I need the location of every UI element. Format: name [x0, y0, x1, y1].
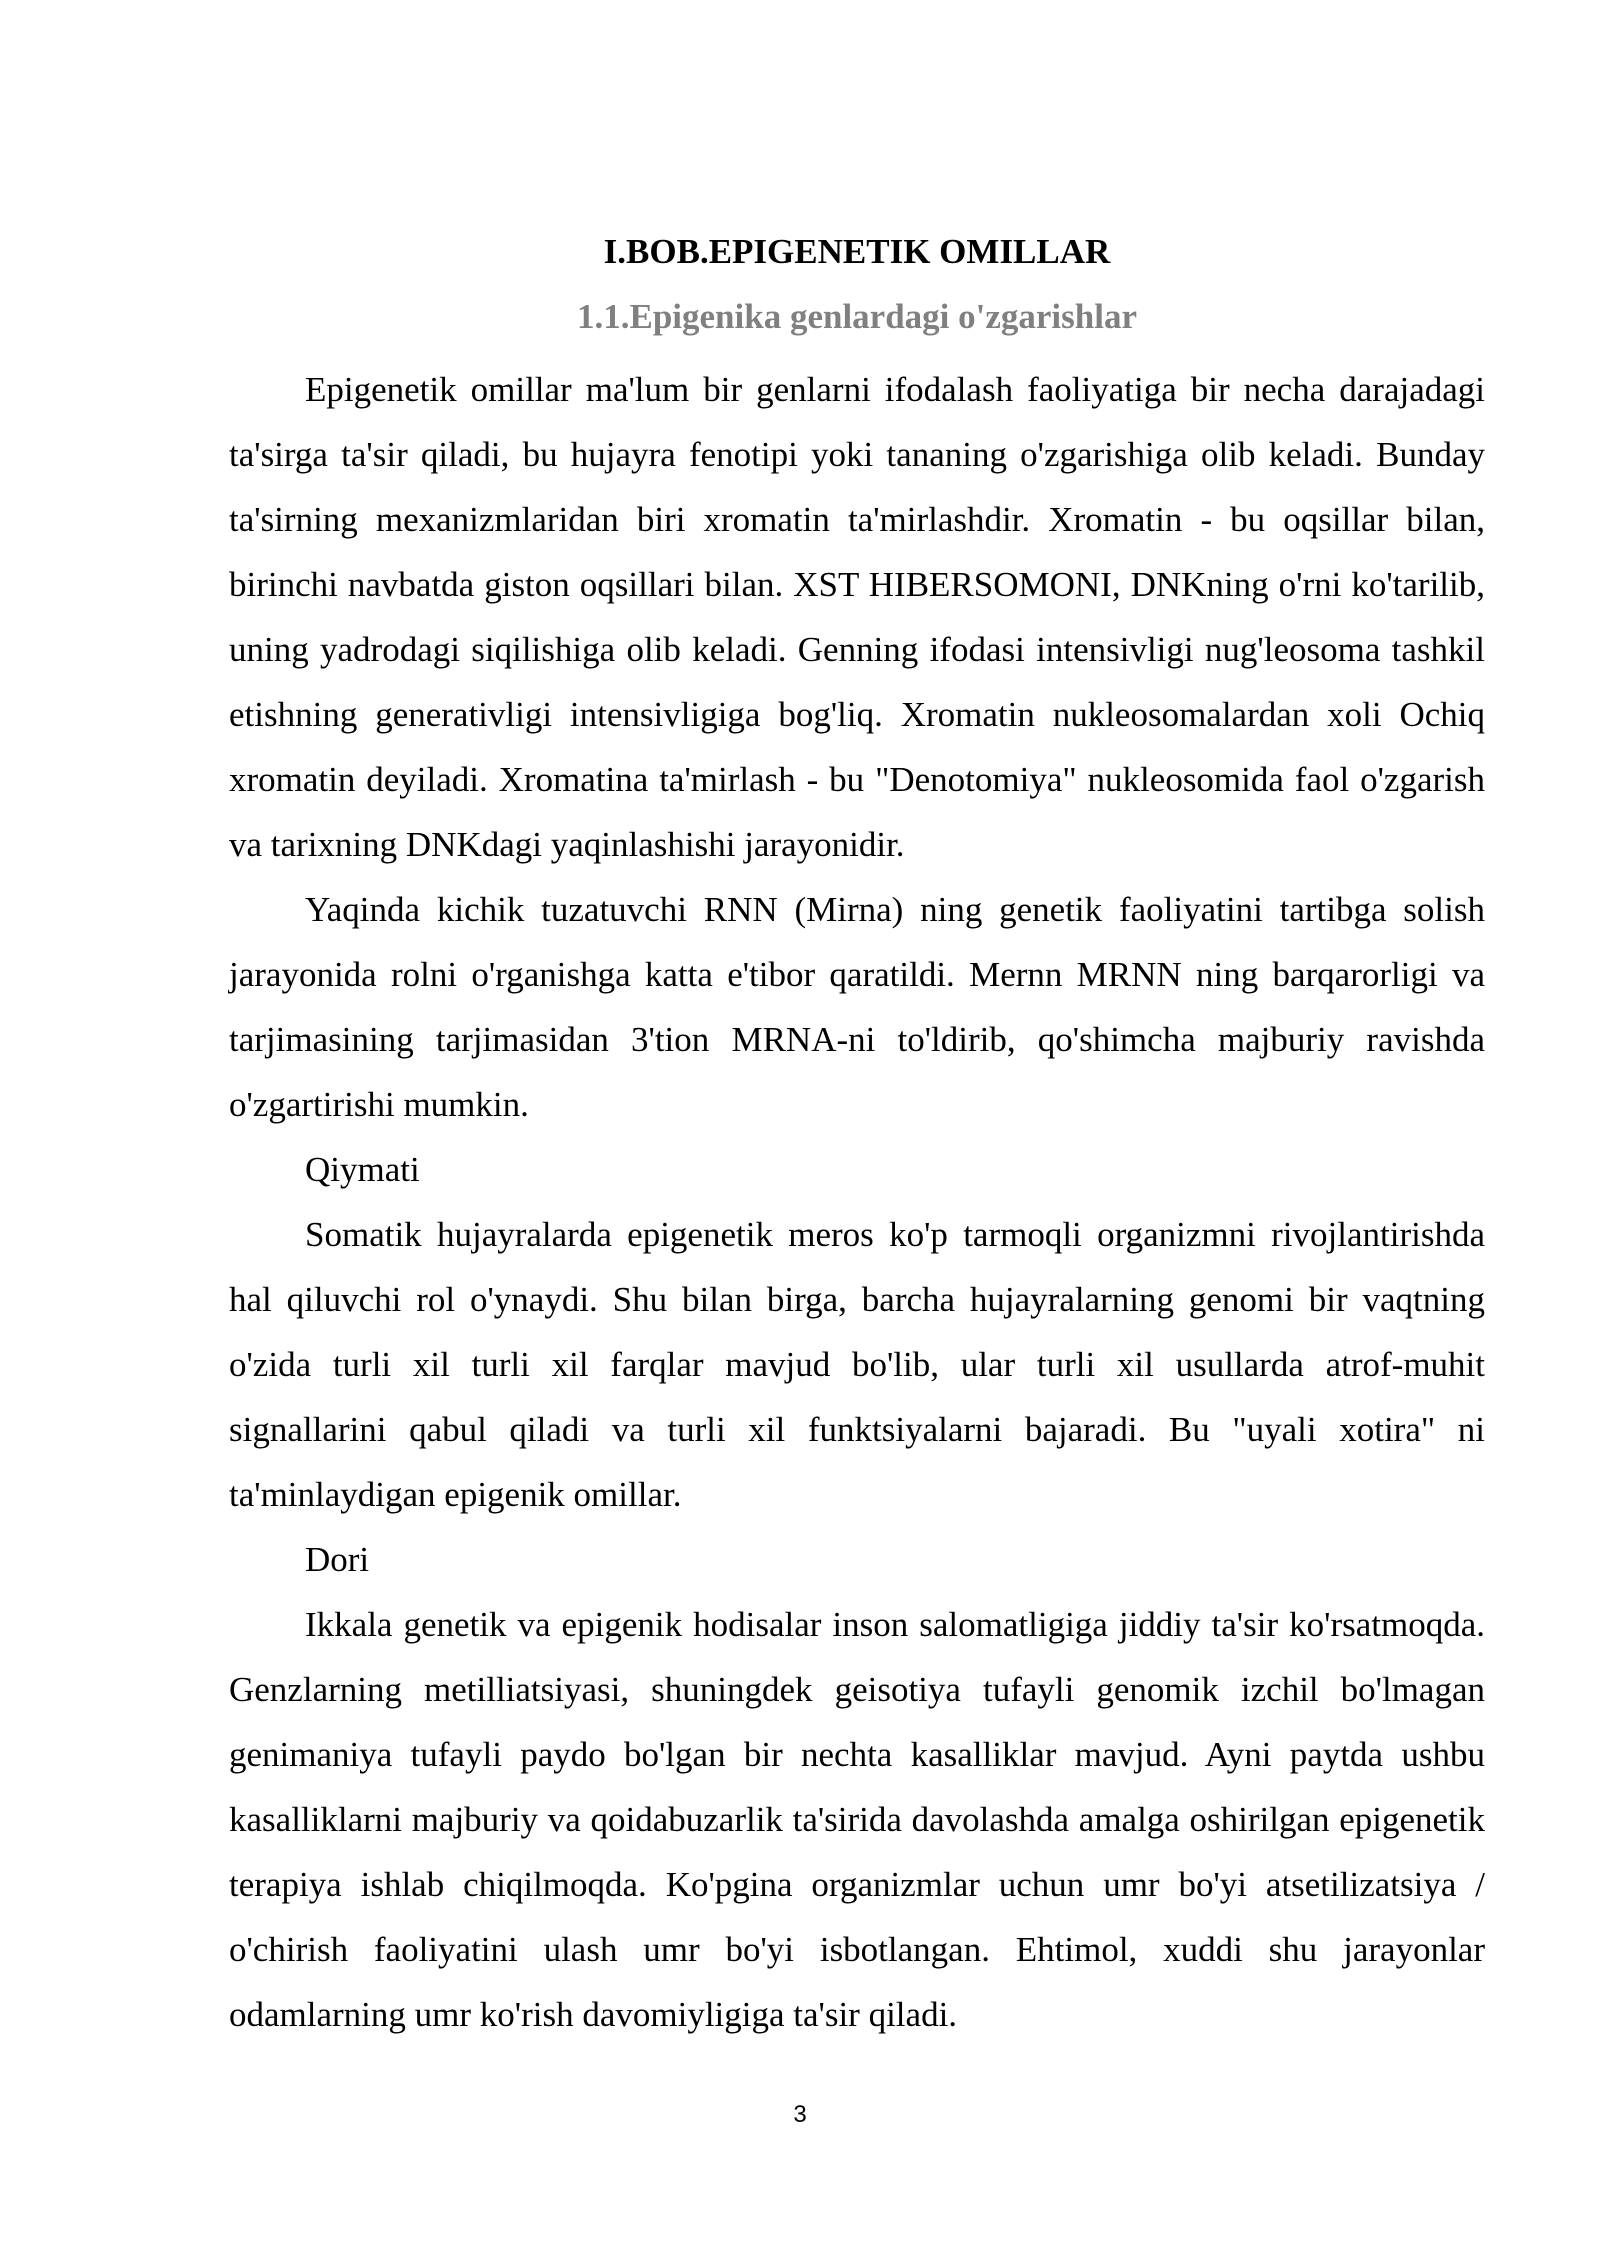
paragraph-health-effects: Ikkala genetik va epigenik hodisalar inson salomatligiga jiddiy ta'sir ko'rsatmoqda. Genzlarning metilliatsiyasi, shuningdek geisotiya tufayli genomik izchil bo'lmagan genimaniya tufayli paydo bo'lgan bir nechta kasalliklar mavjud. Ayni paytda ushbu kasalliklarni majburiy va qoidabuzarlik ta'sirida davolashda amalga oshirilgan epigenetik terapiya ishlab chiqilmoqda. Ko'pgina organizmlar uchun umr bo'yi atsetilizatsiya / o'chirish faoliyatini ulash umr bo'yi isbotlangan. Ehtimol, xuddi shu jarayonlar odamlarning umr ko'rish davomiyligiga ta'sir qiladi.	[229, 1605, 1485, 2034]
page-number: 3	[793, 2101, 807, 2128]
paragraph-epigenetic-factors: Epigenetik omillar ma'lum bir genlarni ifodalash faoliyatiga bir necha darajadagi ta'sirga ta'sir qiladi, bu hujayra fenotipi yoki tananing o'zgarishiga olib keladi. Bunday ta'sirning mexanizmlaridan biri xromatin ta'mirlashdir. Xromatin - bu oqsillar bilan, birinchi navbatda giston oqsillari bilan. XST HIBERSOMONI, DNKning o'rni ko'tarilib, uning yadrodagi siqilishiga olib keladi. Genning ifodasi intensivligi nug'leosoma tashkil etishning generativligi intensivligiga bog'liq. Xromatin nukleosomalardan xoli Ochiq xromatin deyiladi. Xromatina ta'mirlash - bu "Denotomiya" nukleosomida faol o'zgarish va tarixning DNKdagi yaqinlashishi jarayonidir.	[229, 370, 1485, 864]
chapter-title: I.BOB.EPIGENETIK OMILLAR	[603, 232, 1111, 271]
paragraph-somatic-inheritance: Somatik hujayralarda epigenetik meros ko'p tarmoqli organizmni rivojlantirishda hal qiluvchi rol o'ynaydi. Shu bilan birga, barcha hujayralarning genomi bir vaqtning o'zida turli xil turli xil farqlar mavjud bo'lib, ular turli xil usullarda atrof-muhit signallarini qabul qiladi va turli xil funktsiyalarni bajaradi. Bu "uyali xotira" ni ta'minlaydigan epigenik omillar.	[229, 1215, 1485, 1514]
subheading-medicine: Dori	[305, 1540, 370, 1579]
paragraph-mirna: Yaqinda kichik tuzatuvchi RNN (Mirna) ning genetik faoliyatini tartibga solish jarayonida rolni o'rganishga katta e'tibor qaratildi. Mernn MRNN ning barqarorligi va tarjimasining tarjimasidan 3'tion MRNA-ni to'ldirib, qo'shimcha majburiy ravishda o'zgartirishi mumkin.	[229, 890, 1485, 1124]
section-title: 1.1.Epigenika genlardagi o'zgarishlar	[576, 297, 1138, 336]
body-text	[229, 357, 1485, 2047]
subheading-value: Qiymati	[305, 1150, 420, 1189]
